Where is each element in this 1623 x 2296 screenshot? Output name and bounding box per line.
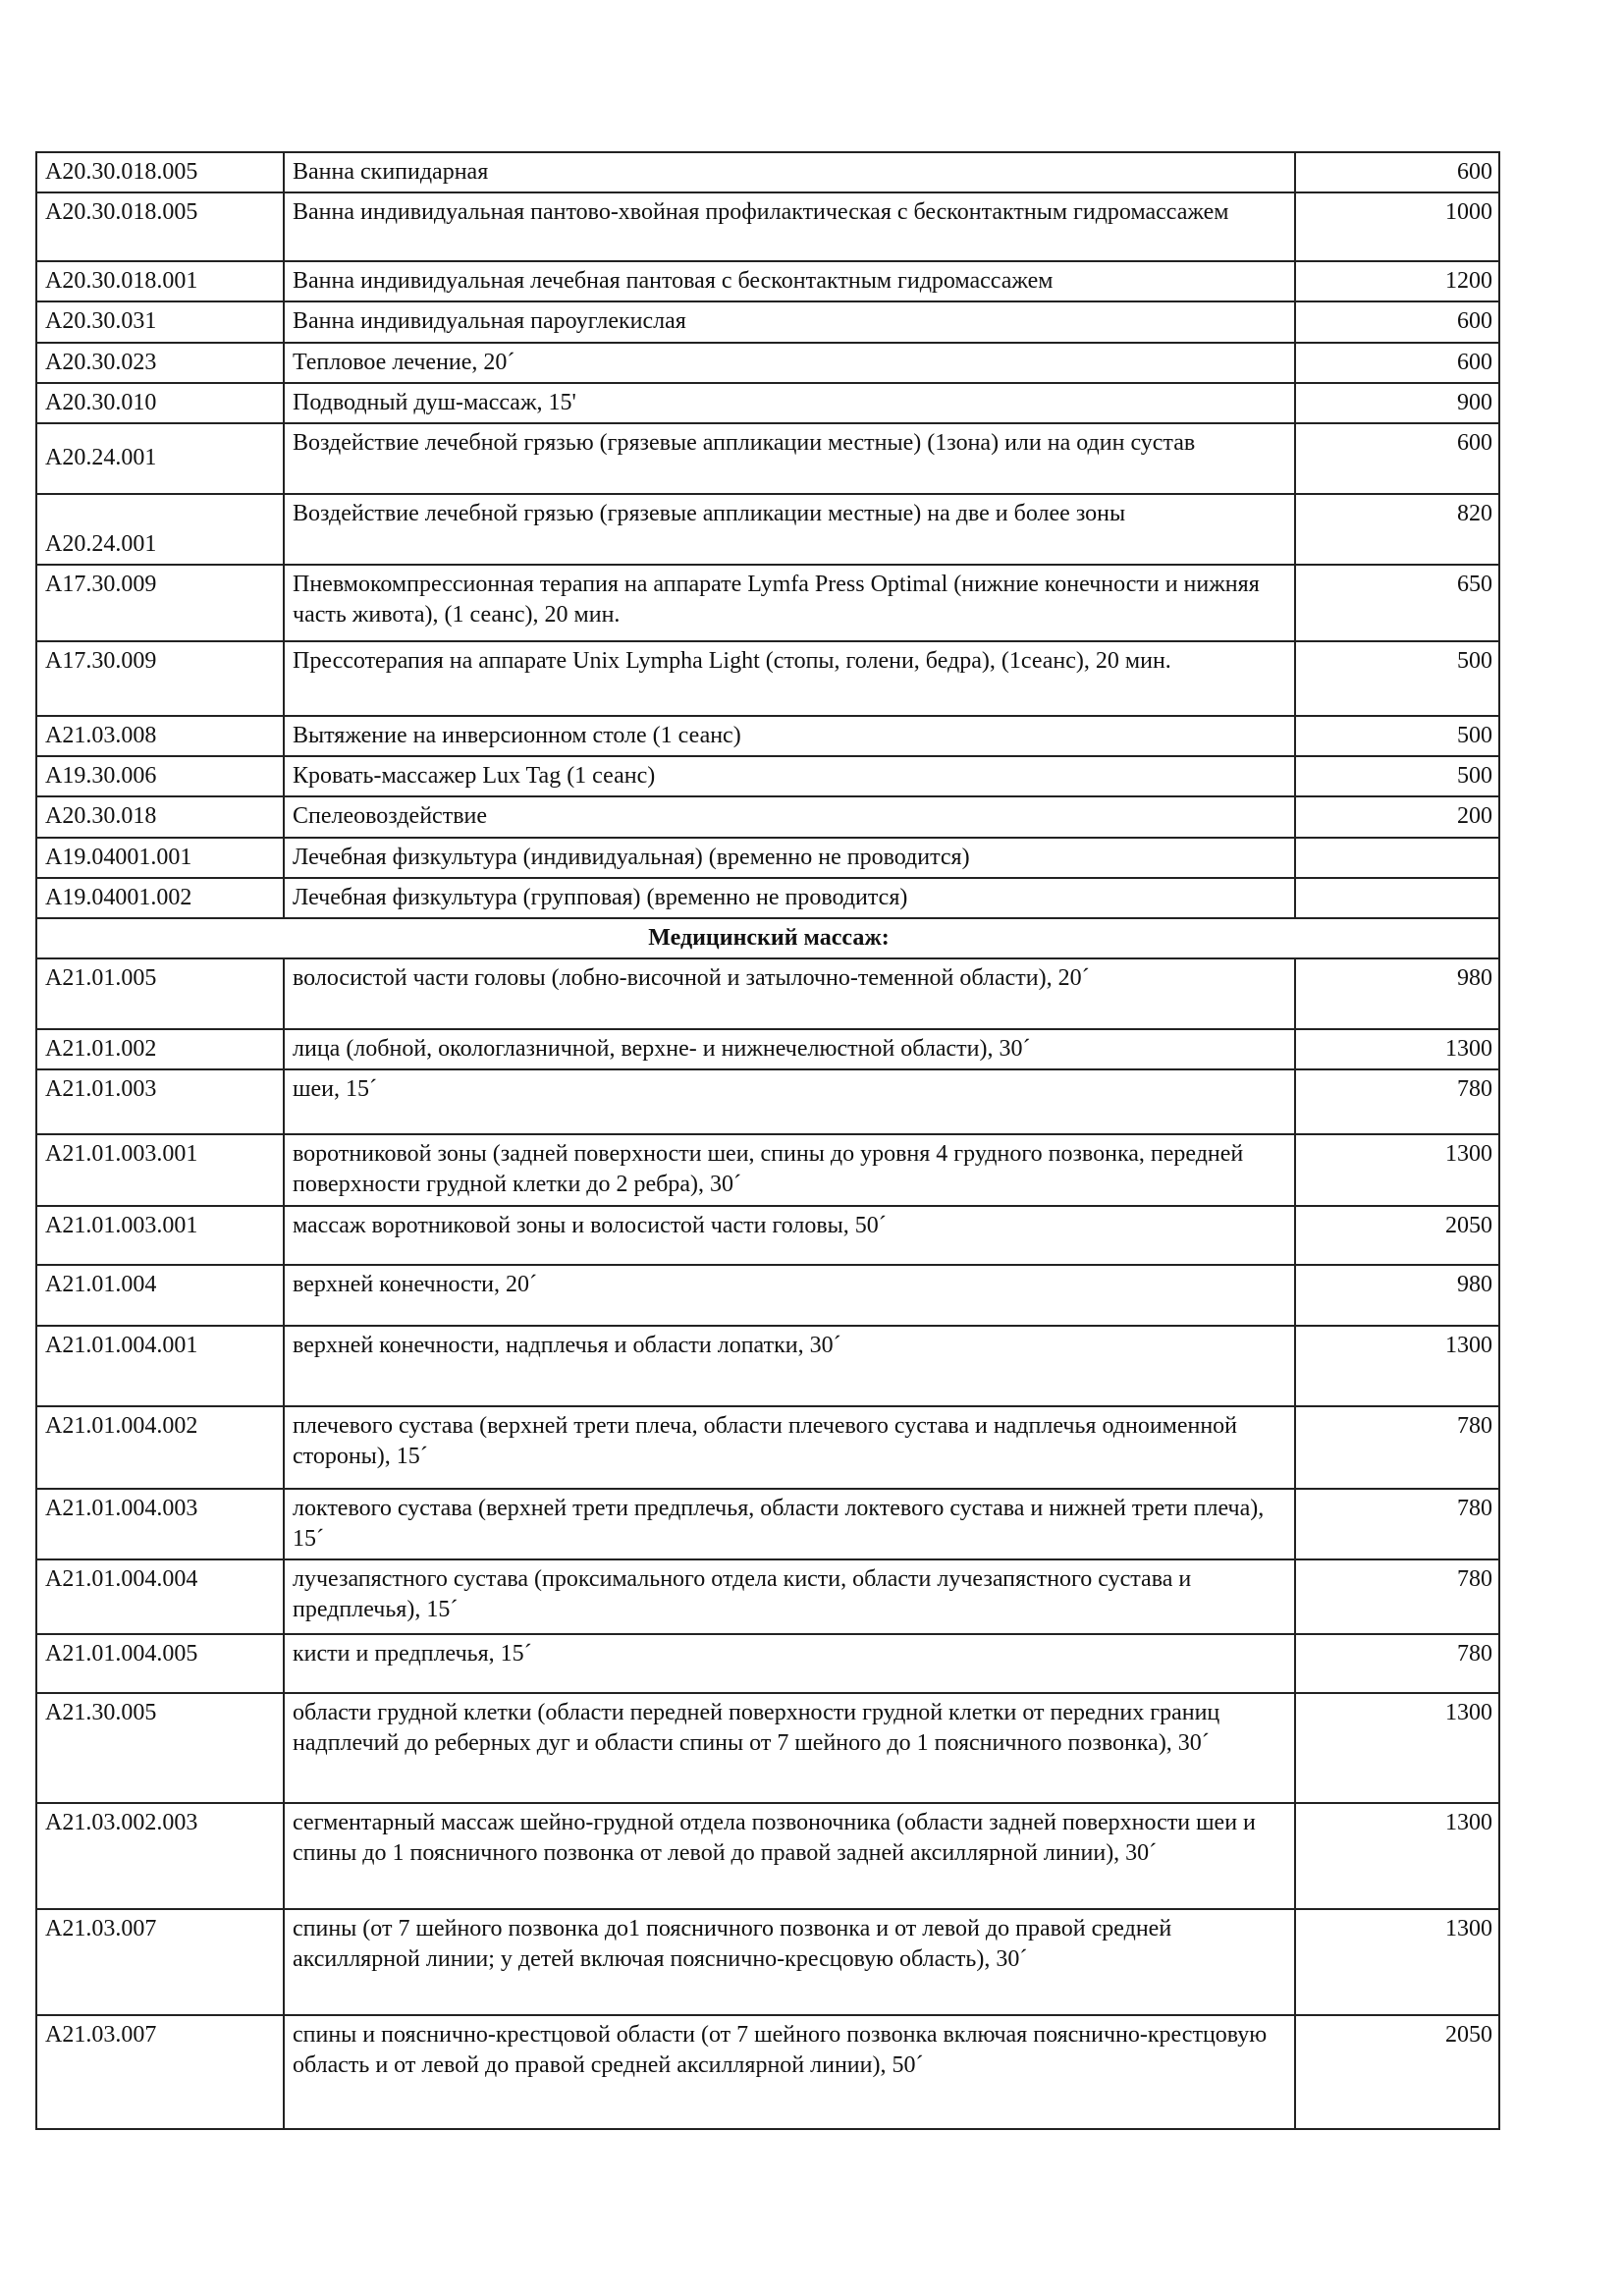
table-row: [36, 958, 1499, 1029]
service-price: 1300: [1295, 1693, 1499, 1803]
service-price: 600: [1295, 343, 1499, 383]
service-price: 500: [1295, 756, 1499, 796]
service-name: Воздействие лечебной грязью (грязевые аппликации местные) на две и более зоны: [284, 494, 1295, 565]
service-code: A19.04001.002: [36, 878, 284, 918]
service-code: A20.30.010: [36, 383, 284, 423]
service-code: A21.01.004.001: [36, 1326, 284, 1406]
service-price: 900: [1295, 383, 1499, 423]
table-row: [36, 1069, 1499, 1134]
service-name: Подводный душ-массаж, 15': [284, 383, 1295, 423]
service-price: 2050: [1295, 1206, 1499, 1265]
service-code: A21.03.008: [36, 716, 284, 756]
table-row: [36, 1029, 1499, 1069]
service-price: 780: [1295, 1489, 1499, 1559]
service-code: A17.30.009: [36, 565, 284, 641]
service-price: 600: [1295, 301, 1499, 342]
service-name: Пневмокомпрессионная терапия на аппарате Lymfa Press Optimal (нижние конечности и нижняя часть живота), (1 сеанс), 20 мин.: [284, 565, 1295, 641]
service-code: A20.30.018.005: [36, 152, 284, 192]
service-code: A21.03.002.003: [36, 1803, 284, 1909]
service-code: A17.30.009: [36, 641, 284, 716]
service-name: спины и пояснично-крестцовой области (от 7 шейного позвонка включая пояснично-крестцовую область и от левой до правой средней аксиллярной линии), 50´: [284, 2015, 1295, 2129]
service-name: Прессотерапия на аппарате Unix Lympha Light (стопы, голени, бедра), (1сеанс), 20 мин.: [284, 641, 1295, 716]
service-code: A21.01.003: [36, 1069, 284, 1134]
service-code: A19.04001.001: [36, 838, 284, 878]
table-row: [36, 261, 1499, 301]
service-price: 1200: [1295, 261, 1499, 301]
table-row: [36, 838, 1499, 878]
service-price: [1295, 878, 1499, 918]
service-name: Лечебная физкультура (индивидуальная) (временно не проводится): [284, 838, 1295, 878]
service-name: локтевого сустава (верхней трети предплечья, области локтевого сустава и нижней трети плеча), 15´: [284, 1489, 1295, 1559]
service-price: 820: [1295, 494, 1499, 565]
service-code: A21.01.004: [36, 1265, 284, 1326]
service-price: 1300: [1295, 1326, 1499, 1406]
service-code: A20.30.018.001: [36, 261, 284, 301]
table-row: [36, 756, 1499, 796]
table-row: [36, 152, 1499, 192]
service-name: области грудной клетки (области передней поверхности грудной клетки от передних границ надплечий до реберных дуг и области спины от 7 шейного до 1 поясничного позвонка), 30´: [284, 1693, 1295, 1803]
service-price: 200: [1295, 796, 1499, 837]
service-price: 2050: [1295, 2015, 1499, 2129]
table-row: [36, 343, 1499, 383]
table-row: [36, 192, 1499, 261]
service-name: сегментарный массаж шейно-грудной отдела позвоночника (области задней поверхности шеи и спины до 1 поясничного позвонка от левой до правой задней аксиллярной линии), 30´: [284, 1803, 1295, 1909]
service-name: массаж воротниковой зоны и волосистой части головы, 50´: [284, 1206, 1295, 1265]
service-name: Воздействие лечебной грязью (грязевые аппликации местные) (1зона) или на один сустав: [284, 423, 1295, 494]
table-row: [36, 716, 1499, 756]
table-row: [36, 1909, 1499, 2015]
service-name: волосистой части головы (лобно-височной и затылочно-теменной области), 20´: [284, 958, 1295, 1029]
service-code: A21.01.003.001: [36, 1206, 284, 1265]
service-name: Тепловое лечение, 20´: [284, 343, 1295, 383]
service-price: 1300: [1295, 1803, 1499, 1909]
service-code: A20.30.031: [36, 301, 284, 342]
table-row: [36, 1634, 1499, 1693]
service-name: Ванна индивидуальная пароуглекислая: [284, 301, 1295, 342]
service-price: 1000: [1295, 192, 1499, 261]
table-row: [36, 1326, 1499, 1406]
table-row: [36, 423, 1499, 494]
service-name: Кровать-массажер Lux Tag (1 сеанс): [284, 756, 1295, 796]
service-code: A21.01.004.004: [36, 1559, 284, 1634]
table-row: [36, 796, 1499, 837]
service-price: [1295, 838, 1499, 878]
service-name: лучезапястного сустава (проксимального отдела кисти, области лучезапястного сустава и предплечья), 15´: [284, 1559, 1295, 1634]
service-price: 650: [1295, 565, 1499, 641]
service-name: спины (от 7 шейного позвонка до1 поясничного позвонка и от левой до правой средней аксиллярной линии; у детей включая пояснично-кресцовую область), 30´: [284, 1909, 1295, 2015]
service-price: 780: [1295, 1559, 1499, 1634]
service-name: Лечебная физкультура (групповая) (временно не проводится): [284, 878, 1295, 918]
service-code: A21.01.004.005: [36, 1634, 284, 1693]
service-code: A20.30.018.005: [36, 192, 284, 261]
section-heading-row: [36, 918, 1499, 958]
service-price: 600: [1295, 152, 1499, 192]
service-price: 780: [1295, 1069, 1499, 1134]
service-name: Спелеовоздействие: [284, 796, 1295, 837]
service-code: A19.30.006: [36, 756, 284, 796]
table-row: [36, 2015, 1499, 2129]
service-name: Ванна индивидуальная пантово-хвойная профилактическая с бесконтактным гидромассажем: [284, 192, 1295, 261]
service-code: A21.03.007: [36, 2015, 284, 2129]
price-table: [35, 151, 1500, 2130]
service-price: 1300: [1295, 1029, 1499, 1069]
service-name: верхней конечности, 20´: [284, 1265, 1295, 1326]
service-code: A21.01.005: [36, 958, 284, 1029]
service-name: кисти и предплечья, 15´: [284, 1634, 1295, 1693]
service-price: 1300: [1295, 1134, 1499, 1205]
service-price: 980: [1295, 1265, 1499, 1326]
table-row: [36, 1265, 1499, 1326]
table-row: [36, 878, 1499, 918]
service-code: A21.01.003.001: [36, 1134, 284, 1205]
service-code: A20.24.001: [36, 494, 284, 565]
service-code: A20.30.023: [36, 343, 284, 383]
table-row: [36, 383, 1499, 423]
service-name: верхней конечности, надплечья и области лопатки, 30´: [284, 1326, 1295, 1406]
service-price: 1300: [1295, 1909, 1499, 2015]
service-price: 980: [1295, 958, 1499, 1029]
table-row: [36, 1206, 1499, 1265]
service-price: 780: [1295, 1406, 1499, 1489]
service-name: воротниковой зоны (задней поверхности шеи, спины до уровня 4 грудного позвонка, передней поверхности грудной клетки до 2 ребра), 30´: [284, 1134, 1295, 1205]
service-code: A21.01.004.002: [36, 1406, 284, 1489]
table-row: [36, 494, 1499, 565]
service-code: A20.24.001: [36, 423, 284, 494]
table-row: [36, 301, 1499, 342]
table-row: [36, 641, 1499, 716]
table-row: [36, 1489, 1499, 1559]
service-code: A21.03.007: [36, 1909, 284, 2015]
service-price: 600: [1295, 423, 1499, 494]
service-name: шеи, 15´: [284, 1069, 1295, 1134]
service-name: Ванна скипидарная: [284, 152, 1295, 192]
service-name: Вытяжение на инверсионном столе (1 сеанс): [284, 716, 1295, 756]
service-price: 500: [1295, 641, 1499, 716]
table-row: [36, 1406, 1499, 1489]
section-heading: Медицинский массаж:: [36, 918, 1499, 958]
service-name: Ванна индивидуальная лечебная пантовая с бесконтактным гидромассажем: [284, 261, 1295, 301]
service-code: A21.01.002: [36, 1029, 284, 1069]
service-code: A20.30.018: [36, 796, 284, 837]
table-row: [36, 565, 1499, 641]
table-row: [36, 1134, 1499, 1205]
service-code: A21.01.004.003: [36, 1489, 284, 1559]
table-row: [36, 1559, 1499, 1634]
service-price: 780: [1295, 1634, 1499, 1693]
service-code: A21.30.005: [36, 1693, 284, 1803]
service-name: плечевого сустава (верхней трети плеча, области плечевого сустава и надплечья одноименной стороны), 15´: [284, 1406, 1295, 1489]
service-price: 500: [1295, 716, 1499, 756]
table-row: [36, 1693, 1499, 1803]
table-row: [36, 1803, 1499, 1909]
service-name: лица (лобной, окологлазничной, верхне- и нижнечелюстной области), 30´: [284, 1029, 1295, 1069]
